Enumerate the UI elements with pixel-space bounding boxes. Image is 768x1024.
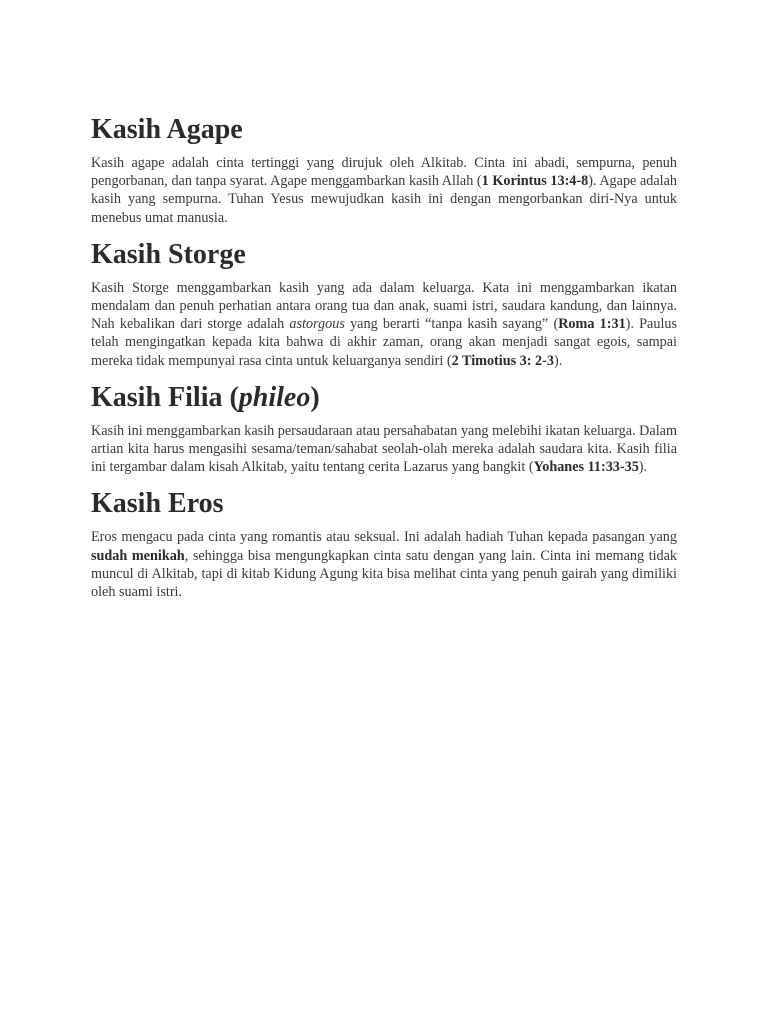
text-run: Kasih agape adalah cinta tertinggi yang dirujuk oleh Alkitab. Cinta ini abadi, sempurna, penuh pengorbanan, dan tanpa syarat. Agape menggambarkan kasih Allah ( bbox=[91, 155, 677, 190]
heading-filia bbox=[91, 380, 677, 416]
text-run: ). bbox=[638, 459, 648, 476]
heading-storge: Kasih Storge bbox=[91, 238, 246, 270]
text-run: ). Paulus telah mengingatkan kepada kita bahwa di akhir zaman, orang akan menjadi sangat egois, sampai mereka tidak mempunyai rasa cinta untuk keluarganya sendiri ( bbox=[91, 316, 678, 369]
text-run: ). bbox=[553, 352, 563, 369]
bible-reference: 2 Timotius 3: 2-3 bbox=[451, 352, 554, 369]
bible-reference: 1 Korintus 13:4-8 bbox=[481, 173, 589, 190]
text-run: yang berarti “tanpa kasih sayang” ( bbox=[344, 316, 559, 333]
heading-eros: Kasih Eros bbox=[91, 488, 224, 520]
heading-agape: Kasih Agape bbox=[91, 114, 243, 145]
bible-reference: Yohanes 11:33-35 bbox=[533, 459, 639, 476]
document-page bbox=[91, 112, 677, 611]
bible-reference: Roma 1:31 bbox=[558, 316, 626, 333]
section-eros bbox=[91, 486, 677, 601]
paragraph-agape bbox=[91, 154, 677, 227]
italic-term: astorgous bbox=[289, 316, 345, 333]
heading-italic-term: phileo bbox=[238, 381, 311, 413]
heading-text: ) bbox=[310, 381, 320, 413]
paragraph-eros bbox=[91, 528, 677, 601]
section-filia bbox=[91, 380, 677, 477]
text-run: Kasih Storge menggambarkan kasih yang ada dalam keluarga. Kata ini menggambarkan ikatan mendalam dan penuh perhatian antara orang tua dan anak, suami istri, saudara kandung, dan lainnya. Nah kebalikan dari storge adalah bbox=[91, 279, 677, 333]
text-run: , sehingga bisa mengungkapkan cinta satu dengan yang lain. Cinta ini memang tidak muncul di Alkitab, tapi di kitab Kidung Agung kita bisa melihat cinta yang penuh gairah yang dimiliki oleh suami istri. bbox=[91, 547, 678, 601]
paragraph-filia bbox=[91, 422, 677, 477]
section-storge bbox=[91, 237, 677, 370]
paragraph-storge bbox=[91, 279, 677, 370]
heading-text: Kasih Filia ( bbox=[91, 381, 239, 413]
section-agape bbox=[91, 112, 677, 227]
text-run: Eros mengacu pada cinta yang romantis atau seksual. Ini adalah hadiah Tuhan kepada pasangan yang bbox=[91, 529, 677, 546]
text-run: Kasih ini menggambarkan kasih persaudaraan atau persahabatan yang melebihi ikatan keluarga. Dalam artian kita harus mengasihi sesama/teman/sahabat seolah-olah mereka adalah saudara kita. Kasih filia ini tergambar dalam kisah Alkitab, yaitu tentang cerita Lazarus yang bangkit ( bbox=[91, 422, 677, 476]
text-run: ). Agape adalah kasih yang sempurna. Tuhan Yesus mewujudkan kasih ini dengan mengorbankan diri-Nya untuk menebus umat manusia. bbox=[91, 173, 677, 226]
emphasis: sudah menikah bbox=[91, 547, 185, 564]
